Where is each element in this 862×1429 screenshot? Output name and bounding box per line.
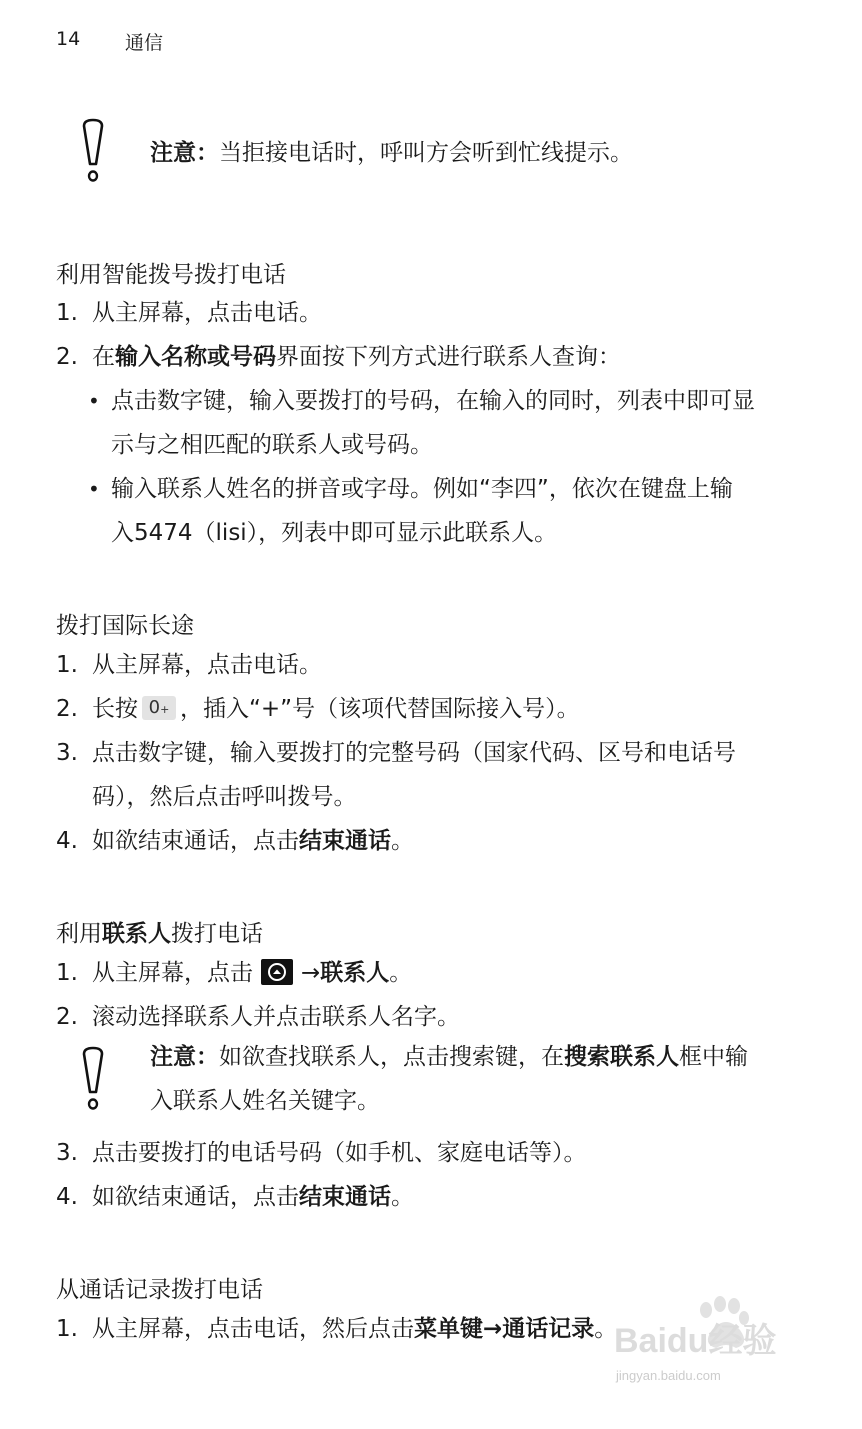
step-number: 3. — [56, 1140, 78, 1166]
bullet-text: 输入联系人姓名的拼音或字母。例如“李四”，依次在键盘上输 — [111, 476, 733, 502]
step-text: 从主屏幕，点击电话。 — [92, 300, 322, 326]
step-number: 1. — [56, 960, 78, 986]
step-text-part: 。 — [391, 1184, 414, 1210]
step-text — [92, 1175, 414, 1219]
step-text-part: ，插入“+”号（该项代替国际接入号）。 — [180, 696, 580, 722]
page-number: 14 — [56, 28, 81, 50]
step-number: 1. — [56, 652, 78, 678]
section-title-contacts — [56, 915, 263, 948]
section-title-international: 拨打国际长途 — [56, 613, 194, 639]
note-text: 入联系人姓名关键字。 — [150, 1088, 380, 1114]
step-text: 点击数字键，输入要拨打的完整号码（国家代码、区号和电话号 — [92, 740, 736, 766]
bullet-text: 入5474（lisi），列表中即可显示此联系人。 — [111, 520, 558, 546]
step-text — [92, 819, 414, 863]
section-title-call-log: 从通话记录拨打电话 — [56, 1277, 263, 1303]
step-number: 1. — [56, 1316, 78, 1342]
note-search-contacts — [150, 1035, 748, 1079]
step-text: 码），然后点击呼叫拨号。 — [92, 784, 357, 810]
note-text: 当拒接电话时，呼叫方会听到忙线提示。 — [219, 140, 633, 166]
bullet-text: 示与之相匹配的联系人或号码。 — [111, 432, 433, 458]
step-text-part: 从主屏幕，点击电话，然后点击 — [92, 1316, 414, 1342]
step-number: 2. — [56, 1004, 78, 1030]
chapter-title: 通信 — [125, 32, 164, 54]
step-text-part: 。 — [389, 960, 413, 986]
section-title-smart-dial: 利用智能拨号拨打电话 — [56, 262, 286, 288]
note-text: 框中输 — [679, 1044, 748, 1070]
step-text — [92, 335, 621, 379]
step-text-part: 长按 — [92, 696, 138, 722]
ui-term: 结束通话 — [299, 828, 391, 854]
apps-icon — [261, 959, 293, 985]
key-plus-label: + — [160, 702, 170, 716]
step-text: 滚动选择联系人并点击联系人名字。 — [92, 1004, 460, 1030]
note-label: 注意： — [150, 140, 219, 166]
bullet-text: 点击数字键，输入要拨打的号码，在输入的同时，列表中即可显 — [111, 388, 755, 414]
step-text-part: 如欲结束通话，点击 — [92, 1184, 299, 1210]
zero-plus-key-icon — [142, 696, 176, 720]
step-number: 3. — [56, 740, 78, 766]
note-label: 注意： — [150, 1044, 219, 1070]
step-text-part: 如欲结束通话，点击 — [92, 828, 299, 854]
step-number: 2. — [56, 344, 78, 370]
step-number: 1. — [56, 300, 78, 326]
step-text — [92, 687, 580, 731]
ui-term: 菜单键→通话记录 — [414, 1316, 595, 1342]
bullet-dot: • — [88, 389, 100, 413]
step-text-part: 。 — [391, 828, 414, 854]
step-number: 4. — [56, 828, 78, 854]
watermark-brand: Baidu经验 — [614, 1322, 777, 1360]
key-zero-label: 0 — [148, 696, 161, 718]
ui-term: 搜索联系人 — [564, 1044, 679, 1070]
watermark-url: jingyan.baidu.com — [616, 1368, 721, 1383]
step-number: 4. — [56, 1184, 78, 1210]
step-text-part: 在 — [92, 344, 115, 370]
note-busy-signal — [150, 131, 633, 175]
step-text: 从主屏幕，点击电话。 — [92, 652, 322, 678]
ui-term: 输入名称或号码 — [115, 344, 276, 370]
step-text — [92, 951, 412, 995]
warning-icon — [80, 1046, 106, 1112]
note-text: 如欲查找联系人，点击搜索键，在 — [219, 1044, 564, 1070]
step-text: 点击要拨打的电话号码（如手机、家庭电话等）。 — [92, 1140, 587, 1166]
title-part: 利用 — [56, 921, 102, 947]
ui-term: 结束通话 — [299, 1184, 391, 1210]
ui-term: 联系人 — [320, 960, 390, 986]
baidu-watermark — [614, 1290, 810, 1390]
step-text-part: 从主屏幕，点击 — [92, 960, 253, 986]
title-part: 拨打电话 — [171, 921, 263, 947]
bullet-dot: • — [88, 477, 100, 501]
ui-term: 联系人 — [102, 921, 171, 947]
warning-icon — [80, 118, 106, 184]
arrow: → — [301, 960, 321, 986]
step-number: 2. — [56, 696, 78, 722]
step-text — [92, 1307, 617, 1351]
step-text-part: 界面按下列方式进行联系人查询： — [276, 344, 621, 370]
step-text-part: 。 — [594, 1316, 618, 1342]
